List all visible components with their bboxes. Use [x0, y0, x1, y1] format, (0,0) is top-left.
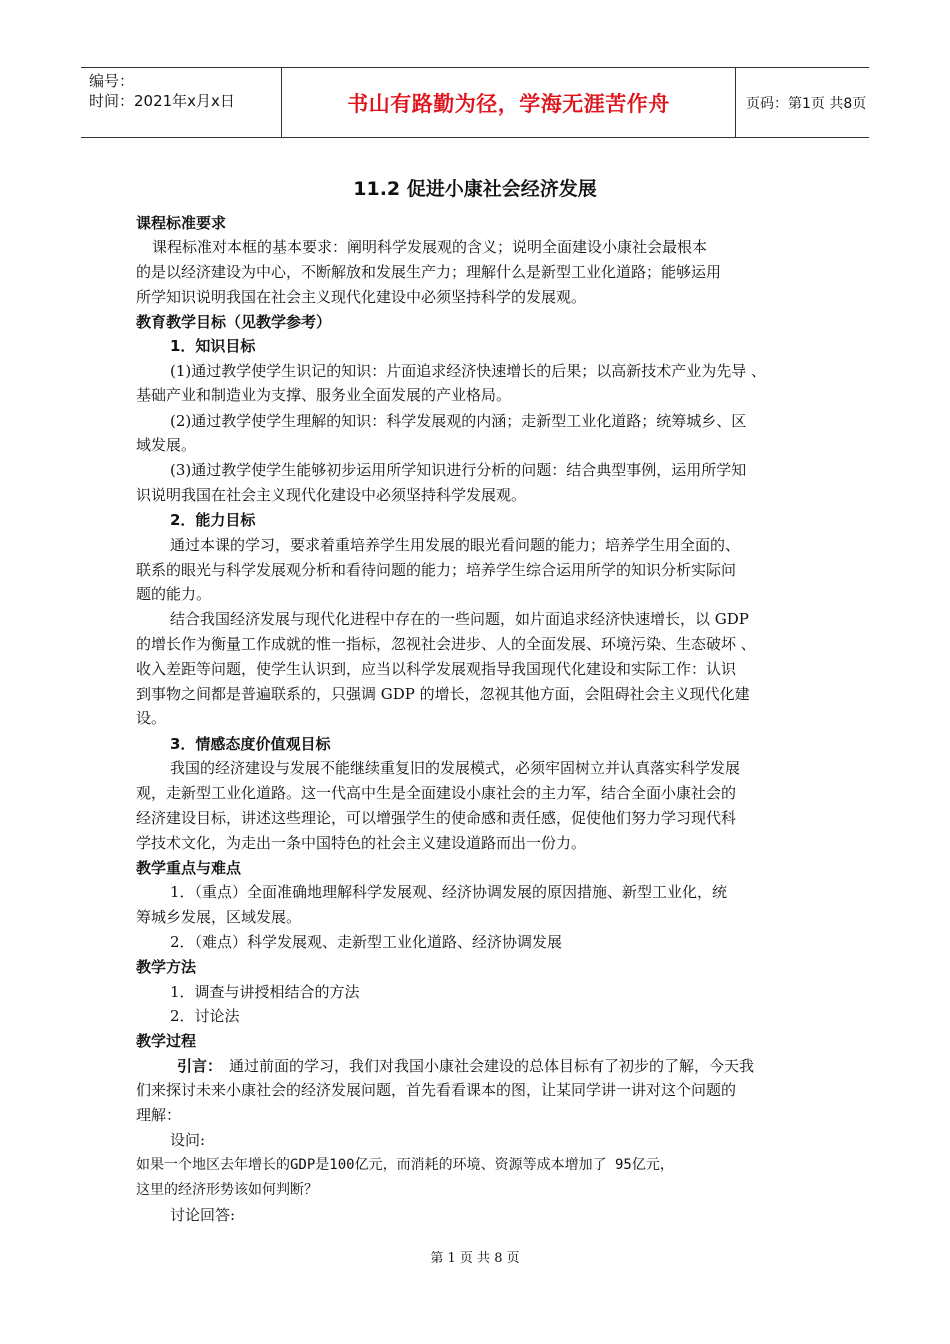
subsection-heading: 3．情感态度价值观目标 — [170, 735, 331, 753]
section-heading: 课程标准要求 — [136, 214, 227, 232]
paragraph-line: 2．讨论法 — [170, 1007, 240, 1025]
paragraph-line: 基础产业和制造业为支撑、服务业全面发展的产业格局。 — [136, 386, 512, 404]
paragraph-line: 域发展。 — [136, 436, 197, 454]
paragraph-line: 通过前面的学习，我们对我国小康社会建设的总体目标有了初步的了解，今天我 — [229, 1057, 755, 1075]
paragraph-line: 联系的眼光与科学发展观分析和看待问题的能力；培养学生综合运用所学的知识分析实际问 — [136, 561, 737, 579]
paragraph-line: 观，走新型工业化道路。这一代高中生是全面建设小康社会的主力军，结合全面小康社会的 — [136, 784, 737, 802]
header-code-label: 编号： — [89, 72, 135, 90]
section-heading: 教学重点与难点 — [136, 859, 242, 877]
paragraph-line: (3)通过教学使学生能够初步运用所学知识进行分析的问题：结合典型事例，运用所学知 — [170, 461, 747, 479]
paragraph-line: 设问: — [170, 1131, 206, 1149]
paragraph-line: 设。 — [136, 709, 167, 727]
header-meta-cell — [81, 68, 282, 137]
paragraph-line: 题的能力。 — [136, 585, 212, 603]
paragraph-line: 讨论回答: — [170, 1206, 236, 1224]
header-table — [81, 67, 869, 138]
paragraph-line: 经济建设目标，讲述这些理论，可以增强学生的使命感和责任感，促使他们努力学习现代科 — [136, 809, 737, 827]
subsection-heading: 1．知识目标 — [170, 337, 256, 355]
page-footer: 第 1 页 共 8 页 — [430, 1251, 520, 1266]
paragraph-line: 通过本课的学习，要求着重培养学生用发展的眼光看问题的能力；培养学生用全面的、 — [170, 536, 741, 554]
paragraph-line: 们来探讨未来小康社会的经济发展问题，首先看看课本的图，让某同学讲一讲对这个问题的 — [136, 1081, 737, 1099]
header-date-label: 时间：2021年x月x日 — [89, 92, 235, 110]
paragraph-line: 到事物之间都是普遍联系的，只强调 GDP 的增长，忽视其他方面，会阻碍社会主义现代化建 — [136, 685, 750, 703]
paragraph-line: (2)通过教学使学生理解的知识：科学发展观的内涵；走新型工业化道路；统筹城乡、区 — [170, 412, 747, 430]
header-page-info: 页码：第1页 共8页 — [746, 95, 867, 112]
paragraph-line: 的是以经济建设为中心，不断解放和发展生产力；理解什么是新型工业化道路；能够运用 — [136, 263, 722, 281]
paragraph-line: 1．（重点）全面准确地理解科学发展观、经济协调发展的原因措施、新型工业化，统 — [170, 883, 728, 901]
paragraph-line: 识说明我国在社会主义现代化建设中必须坚持科学发展观。 — [136, 486, 527, 504]
document-title: 11.2 促进小康社会经济发展 — [353, 178, 597, 200]
paragraph-line: 如果一个地区去年增长的GDP是100亿元，而消耗的环境、资源等成本增加了 95亿元， — [136, 1157, 674, 1173]
paragraph-line: 学技术文化，为走出一条中国特色的社会主义建设道路而出一份力。 — [136, 834, 587, 852]
paragraph-line: 2．（难点）科学发展观、走新型工业化道路、经济协调发展 — [170, 933, 563, 951]
section-heading: 教学方法 — [136, 958, 197, 976]
section-heading: 教学过程 — [136, 1032, 197, 1050]
paragraph-line: 的增长作为衡量工作成就的惟一指标，忽视社会进步、人的全面发展、环境污染、生态破坏 、 — [136, 635, 756, 653]
paragraph-line: 这里的经济形势该如何判断？ — [136, 1182, 318, 1198]
intro-label: 引言： — [177, 1057, 223, 1075]
paragraph-line: 所学知识说明我国在社会主义现代化建设中必须坚持科学的发展观。 — [136, 288, 587, 306]
paragraph-line: 结合我国经济发展与现代化进程中存在的一些问题，如片面追求经济快速增长，以 GDP — [170, 610, 749, 628]
subsection-heading: 2．能力目标 — [170, 511, 256, 529]
paragraph-line: 收入差距等问题，使学生认识到，应当以科学发展观指导我国现代化建设和实际工作：认识 — [136, 660, 737, 678]
section-heading: 教育教学目标（见教学参考） — [136, 313, 332, 331]
paragraph-line: 理解： — [136, 1106, 182, 1124]
paragraph-line: (1)通过教学使学生识记的知识：片面追求经济快速增长的后果；以高新技术产业为先导 、 — [170, 362, 767, 380]
paragraph-line: 课程标准对本框的基本要求：阐明科学发展观的含义；说明全面建设小康社会最根本 — [152, 238, 708, 256]
header-motto: 书山有路勤为径，学海无涯苦作舟 — [282, 68, 736, 137]
paragraph-line: 筹城乡发展，区域发展。 — [136, 908, 302, 926]
paragraph-line: 1．调查与讲授相结合的方法 — [170, 983, 360, 1001]
paragraph-line: 我国的经济建设与发展不能继续重复旧的发展模式，必须牢固树立并认真落实科学发展 — [170, 759, 741, 777]
